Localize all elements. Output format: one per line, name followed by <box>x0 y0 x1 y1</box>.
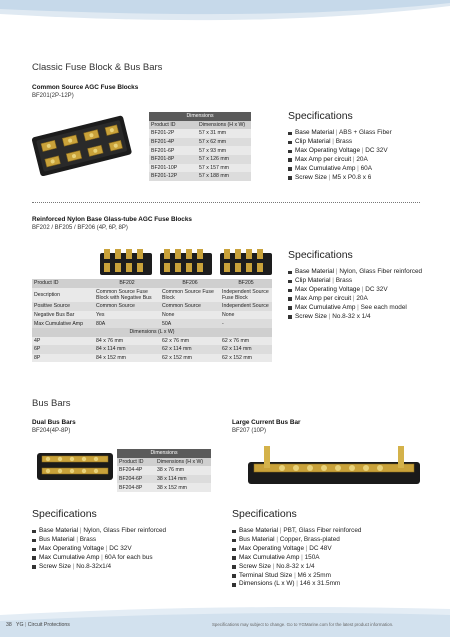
table-cell: Independent Source Fuse Block <box>220 288 272 303</box>
s1-title: Common Source AGC Fuse Blocks <box>32 84 139 91</box>
table-cell: Common Source <box>94 302 160 311</box>
spec-item: Screw Size | No.8-32x1/4 <box>32 563 212 572</box>
table-cell: 62 x 76 mm <box>220 337 272 346</box>
s2-title: Reinforced Nylon Base Glass-tube AGC Fuse Blocks <box>32 216 192 223</box>
spec-item: Dimensions (L x W) | 146 x 31.5mm <box>232 580 422 589</box>
spec-item: Max Cumulative Amp | 60A <box>288 165 428 174</box>
table-cell: 62 x 114 mm <box>220 345 272 354</box>
table-cell: None <box>220 311 272 320</box>
spec-item: Max Cumulative Amp | 150A <box>232 554 422 563</box>
s3-right-subtitle: BF207 (10P) <box>232 428 267 434</box>
spec-item: Clip Material | Brass <box>288 277 424 286</box>
table-cell: BF201-4P <box>149 138 197 147</box>
table-cell: 57 x 62 mm <box>197 138 251 147</box>
table-cell: Positive Source <box>32 302 94 311</box>
table-cell: Common Source Fuse Block <box>160 288 220 303</box>
column-header: BF205 <box>220 279 272 288</box>
s2-comparison-table <box>32 279 272 362</box>
table-cell: Common Source Fuse Block with Negative Bus <box>94 288 160 303</box>
spec-item: Max Cumulative Amp | See each model <box>288 304 424 313</box>
column-header: Product ID <box>117 458 155 467</box>
spec-item: Max Amp per circuit | 20A <box>288 295 424 304</box>
page-number: 38 <box>6 622 12 628</box>
table-cell: 62 x 152 mm <box>220 354 272 363</box>
footer-note: Specifications may subject to change. Go to YGMarine.com for the latest product information. <box>212 622 394 627</box>
table-cell: 84 x 114 mm <box>94 345 160 354</box>
table-cell: 57 x 157 mm <box>197 164 251 173</box>
table-cell: Description <box>32 288 94 303</box>
column-header: Dimensions (H x W) <box>155 458 211 467</box>
footer-left: 38 YG | Circuit Protections <box>6 622 70 628</box>
section-divider <box>32 202 420 203</box>
s3-left-subtitle: BF204(4P-8P) <box>32 428 71 434</box>
s3-left-title: Dual Bus Bars <box>32 419 76 426</box>
fuse-block-image <box>32 108 134 194</box>
header-swoosh <box>0 0 450 28</box>
table-cell: BF201-12P <box>149 172 197 181</box>
table-cell: 62 x 114 mm <box>160 345 220 354</box>
spec-item: Base Material | ABS + Glass Fiber <box>288 129 428 138</box>
spec-item: Screw Size | No.8-32 x 1/4 <box>288 313 424 322</box>
table-cell: Common Source <box>160 302 220 311</box>
table-cell: Max Cumulative Amp <box>32 319 94 328</box>
table-cell: 6P <box>32 345 94 354</box>
s2-spec-list <box>288 268 424 321</box>
table-caption: Dimensions <box>117 449 211 458</box>
table-cell: 57 x 188 mm <box>197 172 251 181</box>
s3-left-spec-title: Specifications <box>32 508 97 520</box>
large-bus-bar-image <box>244 440 424 488</box>
spec-item: Max Amp per circuit | 20A <box>288 156 428 165</box>
spec-item: Clip Material | Brass <box>288 138 428 147</box>
table-cell: BF204-8P <box>117 483 155 492</box>
section-name: Circuit Protections <box>27 622 70 628</box>
table-cell: BF204-4P <box>117 466 155 475</box>
spec-item: Max Operating Voltage | DC 32V <box>288 286 424 295</box>
table-cell: Negative Bus Bar <box>32 311 94 320</box>
page-title: Classic Fuse Block & Bus Bars <box>32 62 163 73</box>
table-cell: Independent Source <box>220 302 272 311</box>
table-cell: 50A <box>160 319 220 328</box>
s1-spec-title: Specifications <box>288 110 353 122</box>
s3-left-spec-list <box>32 527 212 572</box>
fuse-blocks-image <box>98 247 276 277</box>
s3-right-title: Large Current Bus Bar <box>232 419 301 426</box>
column-header: BF206 <box>160 279 220 288</box>
table-cell: BF204-6P <box>117 475 155 484</box>
s3-title: Bus Bars <box>32 398 71 409</box>
spec-item: Base Material | Nylon, Glass Fiber reinforced <box>288 268 424 277</box>
brand-name: YG <box>16 622 24 628</box>
table-cell: BF201-2P <box>149 129 197 138</box>
column-header: BF202 <box>94 279 160 288</box>
spec-item: Screw Size | No.8-32 x 1/4 <box>232 563 422 572</box>
spec-item: Bus Material | Copper, Brass-plated <box>232 536 422 545</box>
spec-item: Max Operating Voltage | DC 32V <box>288 147 428 156</box>
column-header: Dimensions (H x W) <box>197 121 251 130</box>
s2-subtitle: BF202 / BF205 / BF206 (4P, 6P, 8P) <box>32 225 128 231</box>
table-cell: 57 x 126 mm <box>197 155 251 164</box>
table-cell: 57 x 93 mm <box>197 146 251 155</box>
table-caption: Dimensions (L x W) <box>32 328 272 337</box>
spec-item: Screw Size | M5 x P0.8 x 6 <box>288 174 428 183</box>
table-cell: 62 x 76 mm <box>160 337 220 346</box>
table-cell: 57 x 31 mm <box>197 129 251 138</box>
spec-item: Base Material | Nylon, Glass Fiber reinforced <box>32 527 212 536</box>
s1-spec-list <box>288 129 428 182</box>
spec-item: Terminal Stud Size | M6 x 25mm <box>232 572 422 581</box>
table-cell: 84 x 76 mm <box>94 337 160 346</box>
table-cell: BF201-6P <box>149 146 197 155</box>
table-cell: BF201-8P <box>149 155 197 164</box>
table-cell: None <box>160 311 220 320</box>
table-cell: 62 x 152 mm <box>160 354 220 363</box>
s1-subtitle: BF201(2P-12P) <box>32 93 74 99</box>
s3-right-spec-title: Specifications <box>232 508 297 520</box>
table-cell: 38 x 76 mm <box>155 466 211 475</box>
table-cell: 38 x 114 mm <box>155 475 211 484</box>
s3-dimensions-table <box>117 449 211 492</box>
table-cell: Yes <box>94 311 160 320</box>
s1-dimensions-table <box>149 112 251 181</box>
footer-swoosh <box>0 605 450 637</box>
s2-spec-title: Specifications <box>288 249 353 261</box>
table-cell: 4P <box>32 337 94 346</box>
table-cell: 80A <box>94 319 160 328</box>
spec-item: Max Operating Voltage | DC 32V <box>32 545 212 554</box>
table-cell: 38 x 152 mm <box>155 483 211 492</box>
spec-item: Base Material | PBT, Glass Fiber reinforced <box>232 527 422 536</box>
table-cell: BF201-10P <box>149 164 197 173</box>
s3-right-spec-list <box>232 527 422 589</box>
table-cell: 8P <box>32 354 94 363</box>
column-header: Product ID <box>32 279 94 288</box>
spec-item: Max Cumulative Amp | 60A for each bus <box>32 554 212 563</box>
column-header: Product ID <box>149 121 197 130</box>
table-caption: Dimensions <box>149 112 251 121</box>
table-cell: - <box>220 319 272 328</box>
table-cell: 84 x 152 mm <box>94 354 160 363</box>
spec-item: Max Operating Voltage | DC 48V <box>232 545 422 554</box>
dual-bus-bar-image <box>36 448 114 482</box>
spec-item: Bus Material | Brass <box>32 536 212 545</box>
